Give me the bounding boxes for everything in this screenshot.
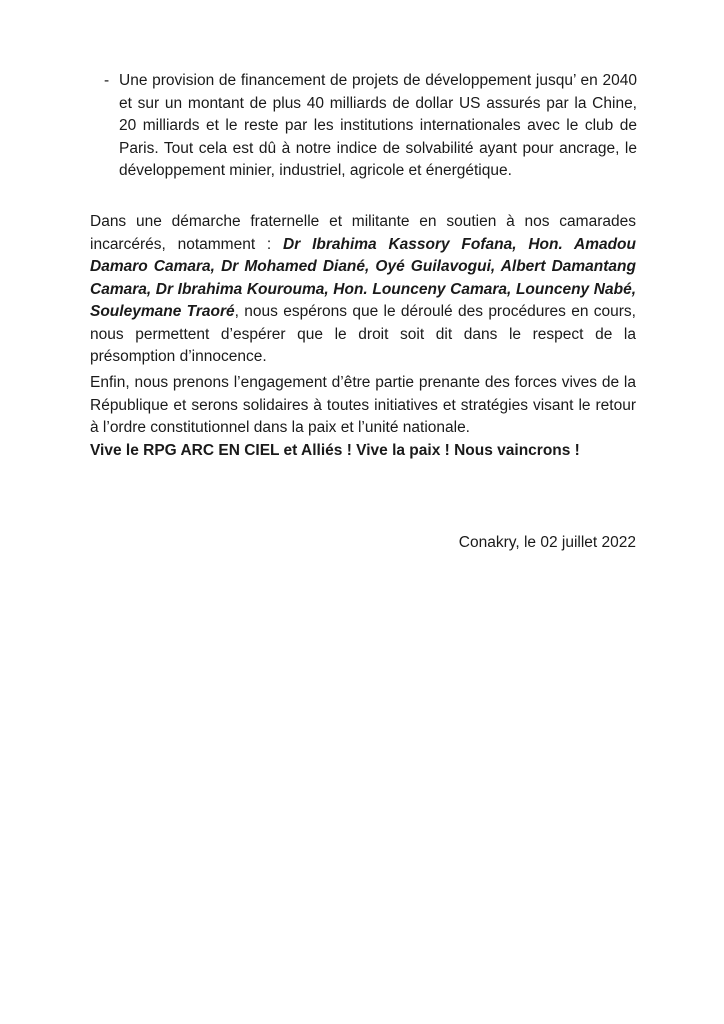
paragraph1-intro: Dans une démarche fraternelle et militante en soutien à nos camarades incarcérés, notamment :: [90, 213, 636, 253]
detainee-names: Dr Ibrahima Kassory Fofana, Hon. Amadou Damaro Camara, Dr Mohamed Diané, Oyé Guilavogui, Albert Damantang Camara, Dr Ibrahima Kourouma, Hon. Lounceny Camara, Lounceny Nabé, Souleymane Traoré: [90, 235, 636, 320]
paragraph2-text: Enfin, nous prenons l’engagement d’être partie prenante des forces vives de la République et serons solidaires à toutes initiatives et stratégies visant le retour à l’ordre constitutionnel dans la paix et l’unité nationale.: [90, 374, 636, 436]
paragraph1-rest: , nous espérons que le déroulé des procédures en cours, nous permettent d’espérer que le droit soit dit dans le respect de la présomption d’innocence.: [90, 303, 636, 365]
paragraph-commitment: [90, 372, 636, 462]
paragraph-support-detainees: [90, 211, 636, 369]
place-date-signature: Conakry, le 02 juillet 2022: [458, 534, 636, 551]
closing-slogan: Vive le RPG ARC EN CIEL et Alliés ! Vive la paix ! Nous vaincrons !: [90, 441, 580, 459]
bullet-text: Une provision de financement de projets de développement jusqu’ en 2040 et sur un montant de plus 40 milliards de dollar US assurés par la Chine, 20 milliards et le reste par les institutions internationales avec le club de Paris. Tout cela est dû à notre indice de solvabilité ayant pour ancrage, le développement minier, industriel, agricole et énergétique.: [119, 72, 637, 179]
bullet-dash: -: [104, 72, 110, 89]
